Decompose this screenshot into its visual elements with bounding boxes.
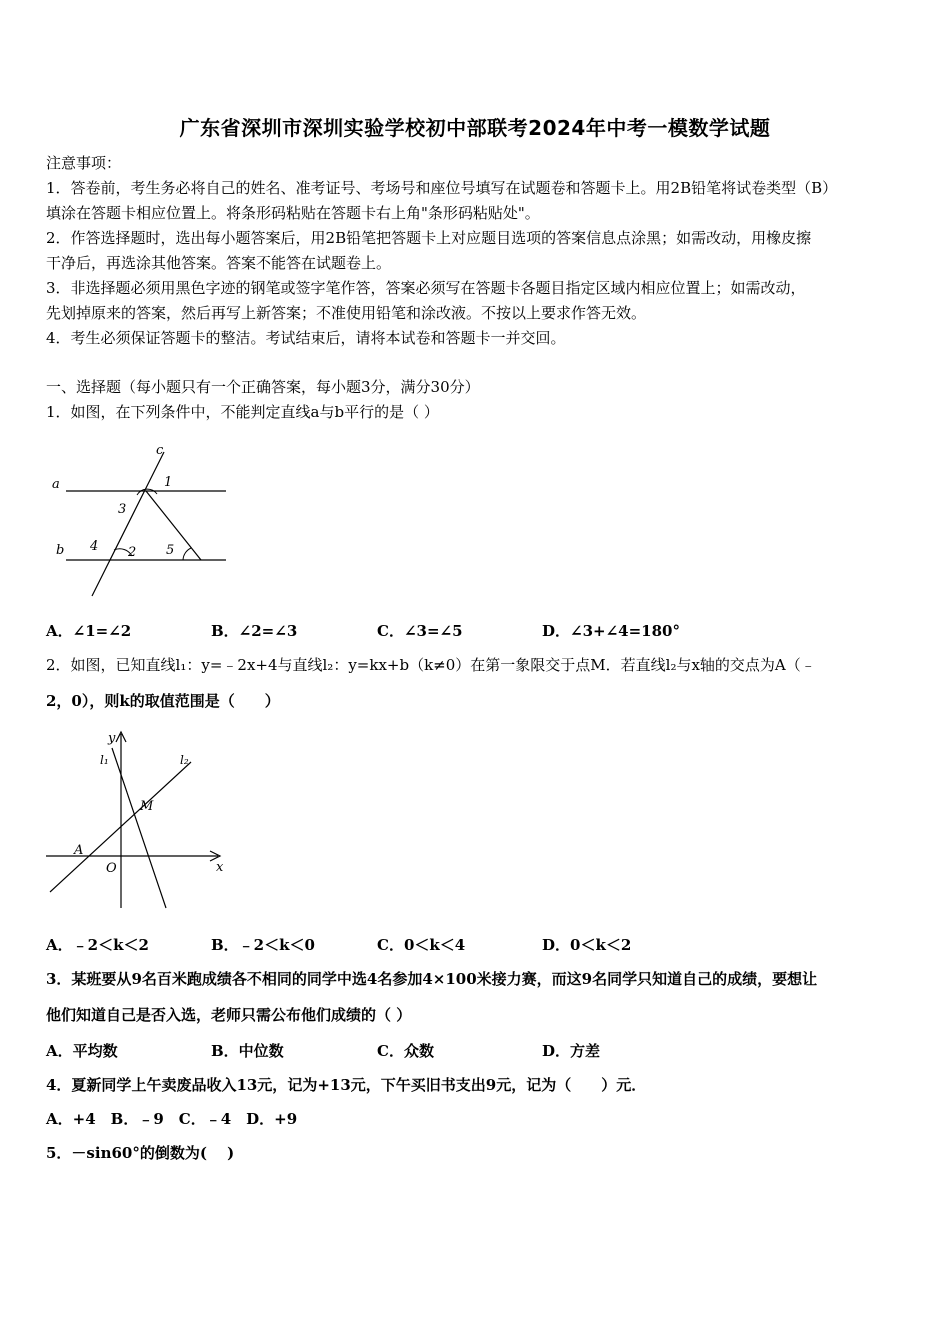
notice-line: 填涂在答题卡相应位置上。将条形码粘贴在答题卡右上角"条形码粘贴处"。 <box>46 204 540 222</box>
question-3-stem-cont: 他们知道自己是否入选，老师只需公布他们成绩的（ ） <box>46 1006 412 1024</box>
y-axis-label: y <box>108 731 116 746</box>
notice-line: 2．作答选择题时，选出每小题答案后，用2B铅笔把答题卡上对应题目选项的答案信息点涂黑；如需改动，用橡皮擦 <box>46 229 812 247</box>
angle-4-label: 4 <box>90 539 99 554</box>
line-a-label: a <box>52 477 60 492</box>
notice-line: 先划掉原来的答案，然后再写上新答案；不准使用铅笔和涂改液。不按以上要求作答无效。 <box>46 304 647 322</box>
question-2-options <box>46 934 906 956</box>
angle-5-label: 5 <box>166 543 175 558</box>
question-5-stem: 5．－sin60°的倒数为( ) <box>46 1144 235 1162</box>
option-c[interactable]: C．众数 <box>377 1042 434 1060</box>
coordinate-figure <box>46 728 236 912</box>
angle-1-label: 1 <box>164 475 173 490</box>
option-b[interactable]: B．﹣2＜k＜0 <box>211 936 315 954</box>
option-c[interactable]: C．∠3=∠5 <box>377 622 463 640</box>
question-3-stem: 3．某班要从9名百米跑成绩各不相同的同学中选4名参加4×100米接力赛，而这9名同学只知道自己的成绩，要想让 <box>46 970 818 988</box>
question-2-stem-cont: 2，0），则k的取值范围是（ ） <box>46 692 280 710</box>
origin-label: O <box>106 861 117 876</box>
option-a[interactable]: A．﹣2＜k＜2 <box>46 936 149 954</box>
section-heading: 一、选择题（每小题只有一个正确答案，每小题3分，满分30分） <box>46 378 480 396</box>
option-b[interactable]: B．中位数 <box>211 1042 284 1060</box>
angle-3-label: 3 <box>118 502 127 517</box>
option-a[interactable]: A．平均数 <box>46 1042 118 1060</box>
notice-heading: 注意事项： <box>46 154 122 172</box>
option-d[interactable]: D．0＜k＜2 <box>542 936 632 954</box>
option-d[interactable]: D．方差 <box>542 1042 601 1060</box>
page-title: 广东省深圳市深圳实验学校初中部联考2024年中考一模数学试题 <box>179 116 771 140</box>
question-1-stem: 1．如图，在下列条件中，不能判定直线a与b平行的是（ ） <box>46 403 439 421</box>
notice-line: 4．考生必须保证答题卡的整洁。考试结束后，请将本试卷和答题卡一并交回。 <box>46 329 566 347</box>
question-1-options <box>46 620 906 642</box>
notice-line: 1．答卷前，考生务必将自己的姓名、准考证号、考场号和座位号填写在试题卷和答题卡上。用2B铅笔将试卷类型（B） <box>46 179 838 197</box>
point-m-label: M <box>140 799 154 814</box>
option-a[interactable]: A．∠1=∠2 <box>46 622 132 640</box>
question-3-options <box>46 1040 906 1062</box>
line-l2-label: l₂ <box>180 753 189 767</box>
question-4-stem: 4．夏新同学上午卖废品收入13元，记为+13元，下午买旧书支出9元，记为（ ）元． <box>46 1076 647 1094</box>
line-b-label: b <box>56 543 65 558</box>
point-a-label: A <box>74 843 84 858</box>
option-d[interactable]: D．∠3+∠4=180° <box>542 622 680 640</box>
line-c-label: c <box>156 443 164 458</box>
notice-line: 3．非选择题必须用黑色字迹的钢笔或签字笔作答，答案必须写在答题卡各题目指定区域内相应位置上；如需改动， <box>46 279 806 297</box>
x-axis-label: x <box>216 860 224 875</box>
line-l1-label: l₁ <box>100 753 109 767</box>
option-c[interactable]: C．0＜k＜4 <box>377 936 466 954</box>
question-2-stem: 2．如图，已知直线l₁：y=﹣2x+4与直线l₂：y=kx+b（k≠0）在第一象限交于点M．若直线l₂与x轴的交点为A（﹣ <box>46 656 816 674</box>
angle-2-label: 2 <box>128 545 137 560</box>
option-b[interactable]: B．∠2=∠3 <box>211 622 298 640</box>
parallel-lines-figure <box>46 438 246 602</box>
notice-line: 干净后，再选涂其他答案。答案不能答在试题卷上。 <box>46 254 392 272</box>
question-4-options[interactable]: A．+4 B．﹣9 C．﹣4 D．+9 <box>46 1110 298 1128</box>
